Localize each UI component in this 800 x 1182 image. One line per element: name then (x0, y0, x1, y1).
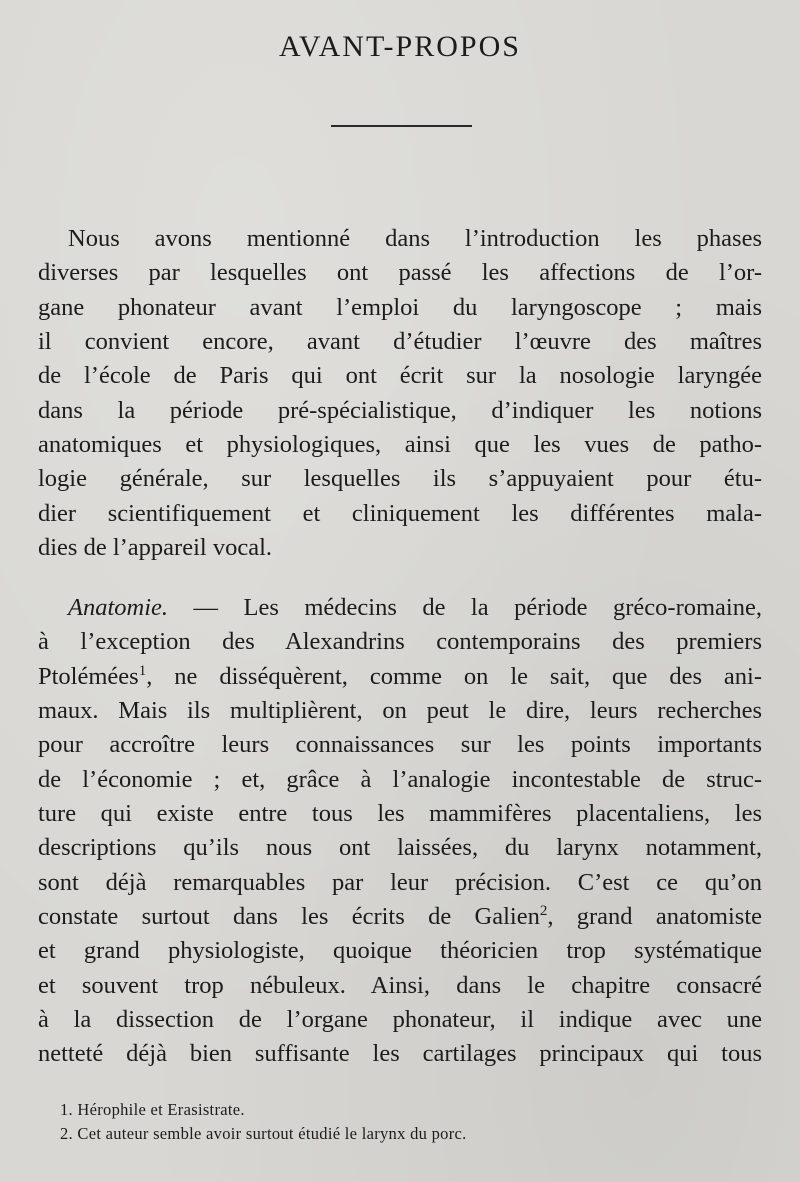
footnote-1: 1. Hérophile et Erasistrate. (60, 1100, 245, 1119)
text-line (38, 900, 762, 934)
text-line: de l’économie ; et, grâce à l’analogie incontestable de struc- (38, 766, 762, 793)
text-segment: , grand anatomiste (547, 903, 762, 930)
text-line: maux. Mais ils multiplièrent, on peut le dire, leurs recherches (38, 697, 762, 724)
text-line: logie générale, sur lesquelles ils s’appuyaient pour étu- (38, 465, 762, 492)
text-segment: , ne disséquèrent, comme on le sait, que des ani- (146, 663, 762, 690)
text-segment: — Les médecins de la période gréco-romaine, (168, 594, 762, 621)
footnote-ref-2[interactable]: 2 (539, 903, 548, 919)
text-line: sont déjà remarquables par leur précision. C’est ce qu’on (38, 869, 762, 896)
text-segment: constate surtout dans les écrits de Galien (38, 903, 540, 930)
text-line: à l’exception des Alexandrins contemporains des premiers (38, 628, 762, 655)
heading-rule (331, 125, 472, 127)
text-line: et grand physiologiste, quoique théoricien trop systématique (38, 937, 762, 964)
text-line: netteté déjà bien suffisante les cartilages principaux qui tous (38, 1040, 762, 1067)
page-heading: AVANT-PROPOS (279, 30, 521, 63)
text-line: il convient encore, avant d’étudier l’œuvre des maîtres (38, 328, 762, 355)
footnote-ref-1[interactable]: 1 (138, 663, 147, 679)
footnote-2: 2. Cet auteur semble avoir surtout étudié le larynx du porc. (60, 1124, 467, 1143)
text-line: dies de l’appareil vocal. (38, 534, 273, 561)
text-line: Nous avons mentionné dans l’introduction les phases (68, 225, 762, 252)
section-label-anatomie: Anatomie. (68, 594, 169, 621)
text-line: ture qui existe entre tous les mammifères placentaliens, les (38, 800, 762, 827)
text-line: dans la période pré-spécialistique, d’indiquer les notions (38, 397, 762, 424)
text-line: dier scientifiquement et cliniquement les différentes mala- (38, 500, 762, 527)
text-line: anatomiques et physiologiques, ainsi que les vues de patho- (38, 431, 762, 458)
text-line: et souvent trop nébuleux. Ainsi, dans le chapitre consacré (38, 972, 762, 999)
text-line: diverses par lesquelles ont passé les affections de l’or- (38, 259, 762, 286)
text-line: gane phonateur avant l’emploi du laryngoscope ; mais (38, 294, 762, 321)
text-line (68, 591, 762, 625)
text-line (38, 660, 762, 694)
text-line: de l’école de Paris qui ont écrit sur la nosologie laryngée (38, 362, 762, 389)
text-segment: Ptolémées (38, 663, 139, 690)
text-line: descriptions qu’ils nous ont laissées, du larynx notamment, (38, 834, 762, 861)
text-line: à la dissection de l’organe phonateur, il indique avec une (38, 1006, 762, 1033)
text-line: pour accroître leurs connaissances sur les points importants (38, 731, 762, 758)
